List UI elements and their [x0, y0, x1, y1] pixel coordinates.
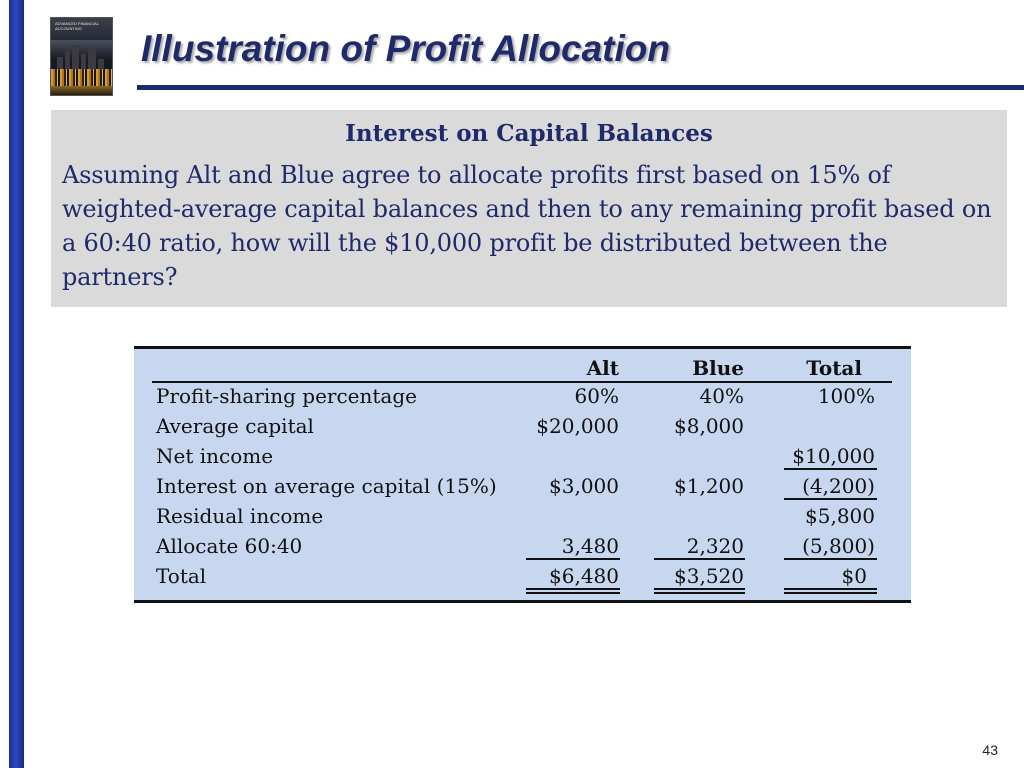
table-row	[134, 501, 911, 531]
cell-alt: $3,000	[549, 474, 619, 498]
row-label: Residual income	[156, 504, 324, 528]
cell-blue: 2,320	[686, 534, 744, 558]
table-row	[134, 531, 911, 561]
question-text: Assuming Alt and Blue agree to allocate profits first based on 15% of weighted-average capital balances and then to any remaining profit based on a 60:40 ratio, how will the $10,000 profit be distributed between the partners?	[62, 161, 992, 291]
row-label: Average capital	[156, 414, 314, 438]
table-row	[134, 381, 911, 411]
header-blue: Blue	[692, 356, 744, 380]
question-box	[51, 110, 1007, 307]
row-label: Total	[156, 564, 207, 588]
underline-allocate-blue	[654, 558, 745, 560]
cell-alt: 3,480	[561, 534, 619, 558]
row-label: Allocate 60:40	[156, 534, 303, 558]
table-row	[134, 411, 911, 441]
cell-alt: $20,000	[536, 414, 619, 438]
question-heading: Interest on Capital Balances	[345, 120, 713, 147]
cell-total: (5,800)	[802, 534, 875, 558]
double-underline-blue	[654, 588, 745, 594]
underline-allocate-total	[784, 558, 877, 560]
cell-blue: $8,000	[674, 414, 744, 438]
cell-total: $10,000	[792, 444, 875, 468]
page-number: 43	[982, 742, 998, 758]
left-accent-bar	[9, 0, 24, 768]
table-row	[134, 441, 911, 471]
allocation-table	[134, 346, 911, 603]
cell-alt: $6,480	[549, 564, 619, 588]
row-label: Interest on average capital (15%)	[156, 474, 497, 498]
cell-blue: $1,200	[674, 474, 744, 498]
cell-total: 100%	[817, 384, 875, 408]
underline-net-income	[784, 468, 877, 470]
underline-interest	[784, 498, 877, 500]
cell-total: (4,200)	[802, 474, 875, 498]
cell-alt: 60%	[574, 384, 619, 408]
header-total: Total	[806, 356, 862, 380]
header-alt: Alt	[586, 356, 619, 380]
title-underline	[137, 85, 1024, 90]
cell-blue: $3,520	[674, 564, 744, 588]
cell-total: $5,800	[805, 504, 875, 528]
cell-blue: 40%	[699, 384, 744, 408]
double-underline-total	[784, 588, 877, 594]
cell-total: $0	[841, 564, 867, 588]
book-cover-title: ADVANCED FINANCIAL ACCOUNTING	[55, 21, 99, 31]
table-row	[134, 471, 911, 501]
double-underline-alt	[526, 588, 620, 594]
table-row	[134, 561, 911, 591]
underline-allocate-alt	[526, 558, 620, 560]
slide-title: Illustration of Profit Allocation	[141, 28, 670, 69]
book-cover-image	[50, 17, 113, 96]
row-label: Profit-sharing percentage	[156, 384, 417, 408]
row-label: Net income	[156, 444, 274, 468]
